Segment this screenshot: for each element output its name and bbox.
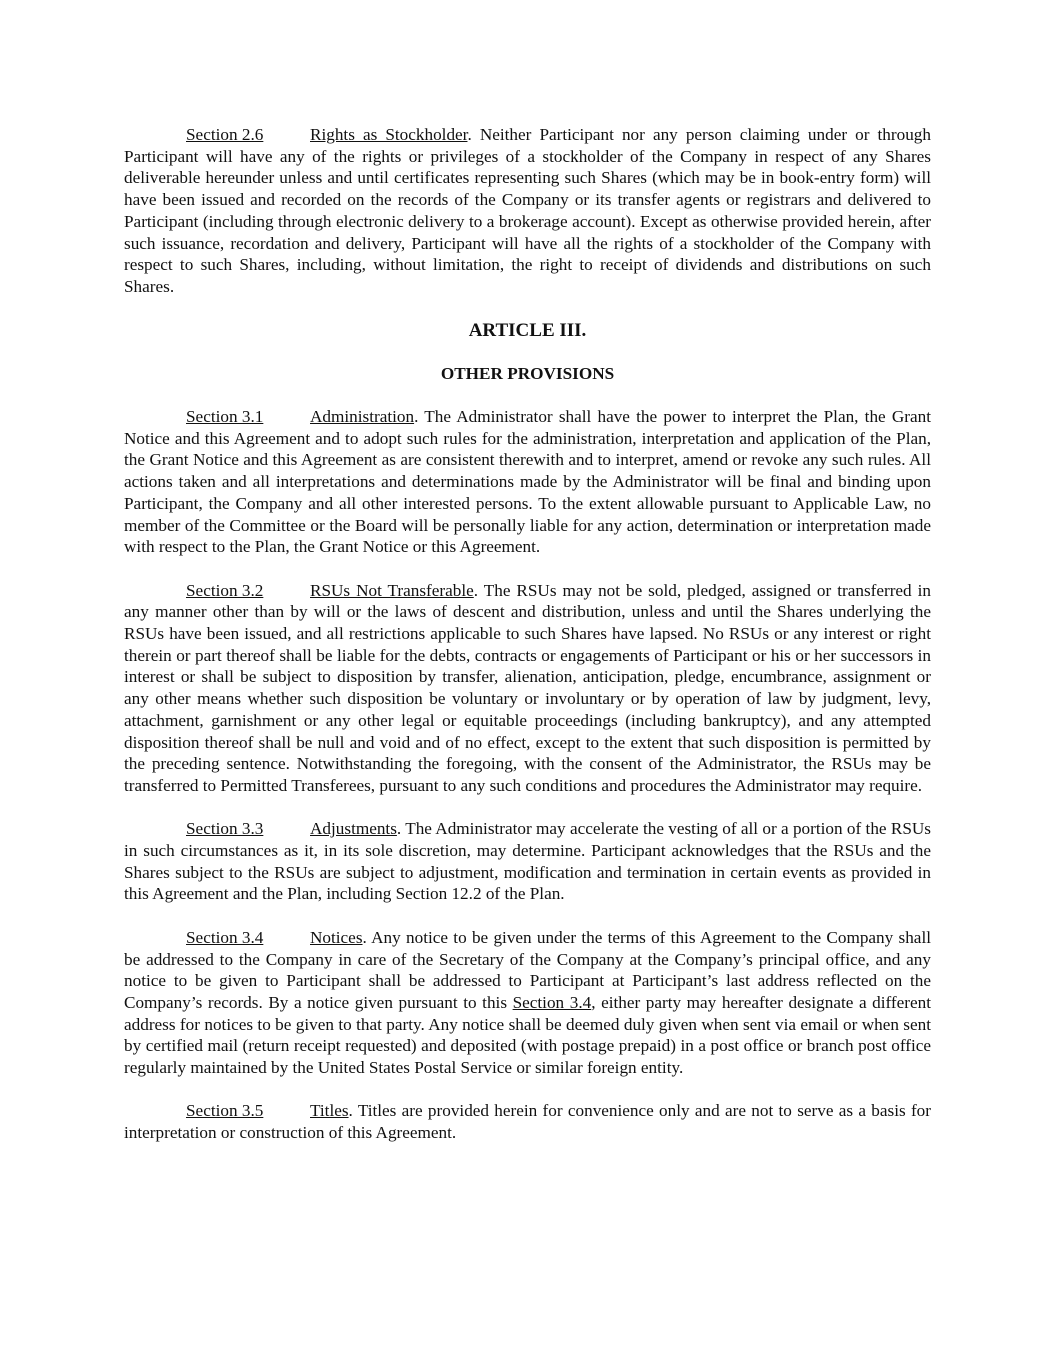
article-subheading: OTHER PROVISIONS [440,363,615,383]
section-title: Rights as Stockholder [310,125,468,144]
section-3-2 [124,580,931,797]
section-number: Section 3.3 [186,819,264,839]
section-body-continued: , either party may hereafter designate a different address for notices to be given to that party. Any notice shall be deemed duly given when sent via email or when sent by certified mail (return receipt requested) and deposited (with postage prepaid) in a post office or branch post office regularly maintained by the United States Postal Service or similar foreign entity. [124,992,931,1078]
section-number: Section 3.2 [186,580,264,600]
section-3-3 [124,818,931,905]
section-number: Section 3.4 [186,927,264,947]
section-body: . The Administrator may accelerate the vesting of all or a portion of the RSUs in such circumstances as it, in its sole discretion, may determine. Participant acknowledges that the RSUs and the Shares subject to the RSUs are subject to adjustment, modification and termination in certain events as provided in this Agreement and the Plan, including Section 12.2 of the Plan. [124,819,931,904]
section-title: Titles [310,1101,349,1121]
section-number: Section 2.6 [186,125,264,144]
section-title: RSUs Not Transferable [310,580,474,600]
section-body: . Any notice to be given under the terms of this Agreement to the Company shall be addressed to the Company in care of the Secretary of the Company at the Company’s principal office, and any notice to be given to Participant shall be addressed to Participant at Participant’s last address reflected on the Company’s records. By a notice given pursuant to this [124,927,931,1012]
section-2-6 [124,124,931,298]
section-cross-reference: Section 3.4 [512,992,592,1012]
section-3-4 [124,927,931,1079]
section-title: Administration [310,407,415,427]
article-heading: ARTICLE III. [468,319,587,341]
section-3-5 [124,1100,931,1143]
section-number: Section 3.5 [186,1101,264,1121]
section-body: . The Administrator shall have the power to interpret the Plan, the Grant Notice and this Agreement and to adopt such rules for the administration, interpretation and application of the Plan, the Grant Notice and this Agreement as are consistent therewith and to interpret, amend or revoke any such rules. All actions taken and all interpretations and determinations made by the Administrator will be final and binding upon Participant, the Company and all other interested persons. To the extent allowable pursuant to Applicable Law, no member of the Committee or the Board will be personally liable for any action, determination or interpretation made with respect to the Plan, the Grant Notice or this Agreement. [124,407,931,557]
section-title: Notices [310,927,363,947]
section-title: Adjustments [310,819,397,839]
section-body: . Titles are provided herein for convenience only and are not to serve as a basis for interpretation or construction of this Agreement. [124,1101,931,1143]
section-body: . The RSUs may not be sold, pledged, assigned or transferred in any manner other than by will or the laws of descent and distribution, unless and until the Shares underlying the RSUs have been issued, and all restrictions applicable to such Shares have lapsed. No RSUs or any interest or right therein or part thereof shall be liable for the debts, contracts or engagements of Participant or his or her successors in interest or shall be subject to disposition by transfer, alienation, anticipation, pledge, encumbrance, assignment or any other means whether such disposition be voluntary or involuntary or by operation of law by judgment, levy, attachment, garnishment or any other legal or equitable proceedings (including bankruptcy), and any attempted disposition thereof shall be null and void and of no effect, except to the extent that such disposition is permitted by the preceding sentence. Notwithstanding the foregoing, with the consent of the Administrator, the RSUs may be transferred to Permitted Transferees, pursuant to any such conditions and procedures the Administrator may require. [124,580,931,795]
document-page [124,124,931,1144]
section-3-1 [124,406,931,558]
section-number: Section 3.1 [186,407,264,427]
section-body: . Neither Participant nor any person claiming under or through Participant will have any of the rights or privileges of a stockholder of the Company in respect of any Shares deliverable hereunder unless and until certificates representing such Shares (which may be in book-entry form) will have been issued and recorded on the records of the Company or its transfer agents or registrars and delivered to Participant (including through electronic delivery to a brokerage account). Except as otherwise provided herein, after such issuance, recordation and delivery, Participant will have all the rights of a stockholder of the Company with respect to such Shares, including, without limitation, the right to receipt of dividends and distributions on such Shares. [124,125,931,296]
